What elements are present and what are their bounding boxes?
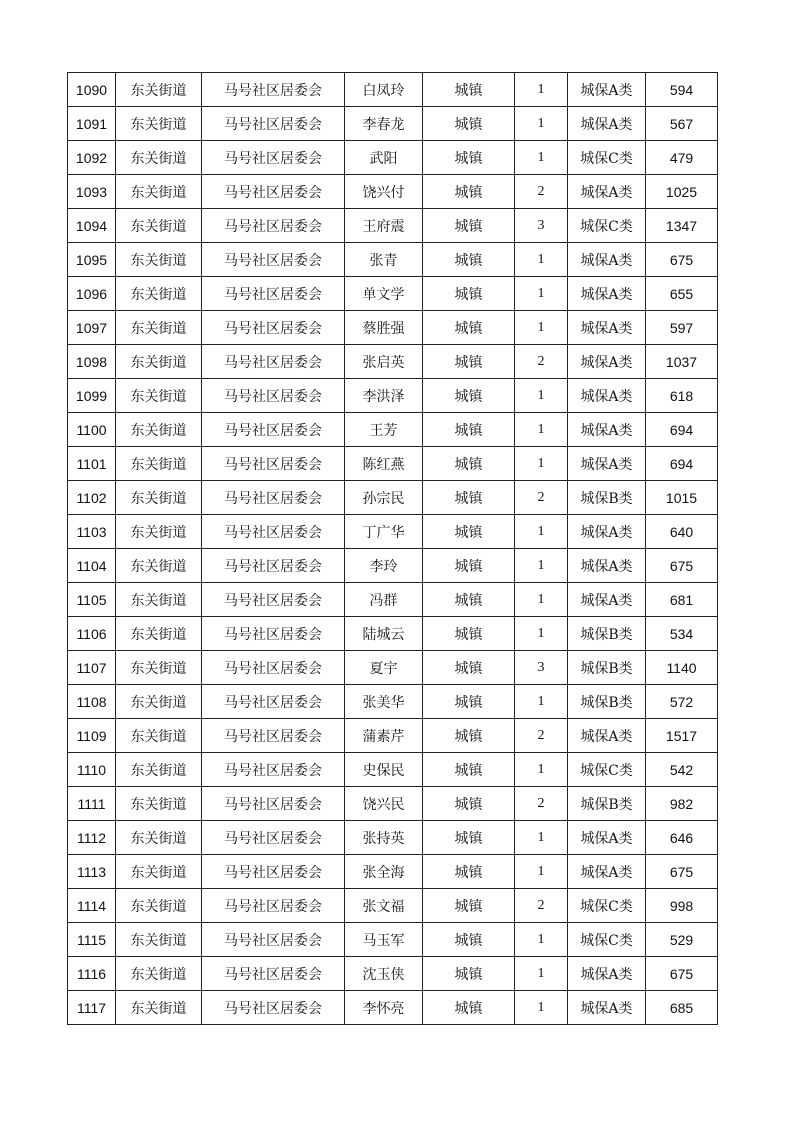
person-name-cell: 丁广华 [345,515,423,549]
assistance-category-cell: 城保A类 [568,855,646,889]
table-row [68,277,718,311]
serial-number-cell: 1112 [68,821,116,855]
assistance-category-cell: 城保B类 [568,787,646,821]
household-size-cell: 2 [515,787,568,821]
assistance-category-cell: 城保C类 [568,141,646,175]
amount-cell: 675 [646,957,718,991]
household-size-cell: 1 [515,311,568,345]
subdistrict-cell: 东关街道 [116,175,202,209]
amount-cell: 1025 [646,175,718,209]
subdistrict-cell: 东关街道 [116,753,202,787]
community-cell: 马号社区居委会 [202,617,345,651]
subdistrict-cell: 东关街道 [116,73,202,107]
subdistrict-cell: 东关街道 [116,277,202,311]
subdistrict-cell: 东关街道 [116,141,202,175]
table-row [68,379,718,413]
amount-cell: 529 [646,923,718,957]
person-name-cell: 张全海 [345,855,423,889]
subdistrict-cell: 东关街道 [116,209,202,243]
serial-number-cell: 1108 [68,685,116,719]
subdistrict-cell: 东关街道 [116,787,202,821]
household-type-cell: 城镇 [423,889,515,923]
table-row [68,753,718,787]
amount-cell: 655 [646,277,718,311]
amount-cell: 694 [646,447,718,481]
assistance-category-cell: 城保C类 [568,923,646,957]
community-cell: 马号社区居委会 [202,583,345,617]
table-row [68,141,718,175]
household-type-cell: 城镇 [423,821,515,855]
serial-number-cell: 1105 [68,583,116,617]
amount-cell: 675 [646,243,718,277]
assistance-category-cell: 城保C类 [568,209,646,243]
person-name-cell: 沈玉侠 [345,957,423,991]
amount-cell: 998 [646,889,718,923]
household-size-cell: 3 [515,209,568,243]
assistance-category-cell: 城保C类 [568,753,646,787]
household-size-cell: 3 [515,651,568,685]
table-row [68,73,718,107]
person-name-cell: 孙宗民 [345,481,423,515]
table-row [68,345,718,379]
community-cell: 马号社区居委会 [202,753,345,787]
serial-number-cell: 1092 [68,141,116,175]
community-cell: 马号社区居委会 [202,107,345,141]
person-name-cell: 冯群 [345,583,423,617]
assistance-category-cell: 城保A类 [568,243,646,277]
household-type-cell: 城镇 [423,277,515,311]
household-size-cell: 1 [515,379,568,413]
assistance-category-cell: 城保A类 [568,549,646,583]
serial-number-cell: 1100 [68,413,116,447]
subdistrict-cell: 东关街道 [116,855,202,889]
table-row [68,413,718,447]
table-row [68,651,718,685]
household-type-cell: 城镇 [423,175,515,209]
assistance-category-cell: 城保A类 [568,311,646,345]
household-size-cell: 1 [515,277,568,311]
assistance-category-cell: 城保B类 [568,617,646,651]
amount-cell: 640 [646,515,718,549]
subdistrict-cell: 东关街道 [116,345,202,379]
person-name-cell: 张持英 [345,821,423,855]
community-cell: 马号社区居委会 [202,413,345,447]
person-name-cell: 史保民 [345,753,423,787]
subdistrict-cell: 东关街道 [116,379,202,413]
community-cell: 马号社区居委会 [202,481,345,515]
household-type-cell: 城镇 [423,787,515,821]
amount-cell: 618 [646,379,718,413]
beneficiary-table [67,72,718,1025]
community-cell: 马号社区居委会 [202,515,345,549]
household-size-cell: 1 [515,549,568,583]
amount-cell: 542 [646,753,718,787]
serial-number-cell: 1116 [68,957,116,991]
subdistrict-cell: 东关街道 [116,923,202,957]
community-cell: 马号社区居委会 [202,889,345,923]
person-name-cell: 李春龙 [345,107,423,141]
amount-cell: 597 [646,311,718,345]
amount-cell: 479 [646,141,718,175]
assistance-category-cell: 城保A类 [568,73,646,107]
household-type-cell: 城镇 [423,413,515,447]
assistance-category-cell: 城保A类 [568,821,646,855]
table-row [68,515,718,549]
serial-number-cell: 1110 [68,753,116,787]
table-row [68,243,718,277]
serial-number-cell: 1111 [68,787,116,821]
serial-number-cell: 1094 [68,209,116,243]
serial-number-cell: 1095 [68,243,116,277]
household-type-cell: 城镇 [423,685,515,719]
table-row [68,583,718,617]
household-size-cell: 1 [515,107,568,141]
table-row [68,617,718,651]
community-cell: 马号社区居委会 [202,957,345,991]
table-row [68,311,718,345]
subdistrict-cell: 东关街道 [116,413,202,447]
table-row [68,481,718,515]
serial-number-cell: 1099 [68,379,116,413]
table-row [68,957,718,991]
community-cell: 马号社区居委会 [202,175,345,209]
table-row [68,991,718,1025]
serial-number-cell: 1109 [68,719,116,753]
subdistrict-cell: 东关街道 [116,583,202,617]
person-name-cell: 张文福 [345,889,423,923]
amount-cell: 681 [646,583,718,617]
table-row [68,175,718,209]
household-type-cell: 城镇 [423,447,515,481]
household-type-cell: 城镇 [423,549,515,583]
household-type-cell: 城镇 [423,141,515,175]
subdistrict-cell: 东关街道 [116,515,202,549]
serial-number-cell: 1093 [68,175,116,209]
assistance-category-cell: 城保A类 [568,583,646,617]
table-row [68,855,718,889]
amount-cell: 534 [646,617,718,651]
person-name-cell: 陆城云 [345,617,423,651]
household-type-cell: 城镇 [423,855,515,889]
person-name-cell: 武阳 [345,141,423,175]
person-name-cell: 张青 [345,243,423,277]
assistance-category-cell: 城保A类 [568,277,646,311]
table-body [68,73,718,1025]
table-row [68,447,718,481]
assistance-category-cell: 城保A类 [568,957,646,991]
household-size-cell: 1 [515,73,568,107]
serial-number-cell: 1117 [68,991,116,1025]
subdistrict-cell: 东关街道 [116,549,202,583]
serial-number-cell: 1101 [68,447,116,481]
household-type-cell: 城镇 [423,311,515,345]
amount-cell: 594 [646,73,718,107]
table-row [68,549,718,583]
household-type-cell: 城镇 [423,379,515,413]
subdistrict-cell: 东关街道 [116,957,202,991]
subdistrict-cell: 东关街道 [116,991,202,1025]
community-cell: 马号社区居委会 [202,549,345,583]
community-cell: 马号社区居委会 [202,787,345,821]
community-cell: 马号社区居委会 [202,447,345,481]
amount-cell: 1015 [646,481,718,515]
household-type-cell: 城镇 [423,209,515,243]
household-size-cell: 1 [515,957,568,991]
household-type-cell: 城镇 [423,651,515,685]
household-size-cell: 1 [515,991,568,1025]
amount-cell: 685 [646,991,718,1025]
household-type-cell: 城镇 [423,923,515,957]
assistance-category-cell: 城保A类 [568,175,646,209]
household-type-cell: 城镇 [423,753,515,787]
household-type-cell: 城镇 [423,719,515,753]
serial-number-cell: 1096 [68,277,116,311]
subdistrict-cell: 东关街道 [116,447,202,481]
household-type-cell: 城镇 [423,107,515,141]
amount-cell: 1347 [646,209,718,243]
household-size-cell: 2 [515,889,568,923]
serial-number-cell: 1115 [68,923,116,957]
person-name-cell: 李洪泽 [345,379,423,413]
community-cell: 马号社区居委会 [202,651,345,685]
household-size-cell: 2 [515,719,568,753]
household-type-cell: 城镇 [423,345,515,379]
person-name-cell: 饶兴民 [345,787,423,821]
serial-number-cell: 1104 [68,549,116,583]
subdistrict-cell: 东关街道 [116,821,202,855]
subdistrict-cell: 东关街道 [116,481,202,515]
community-cell: 马号社区居委会 [202,379,345,413]
table-row [68,107,718,141]
assistance-category-cell: 城保A类 [568,413,646,447]
community-cell: 马号社区居委会 [202,243,345,277]
household-size-cell: 1 [515,753,568,787]
amount-cell: 982 [646,787,718,821]
person-name-cell: 夏宇 [345,651,423,685]
community-cell: 马号社区居委会 [202,311,345,345]
amount-cell: 694 [646,413,718,447]
serial-number-cell: 1090 [68,73,116,107]
household-size-cell: 1 [515,923,568,957]
person-name-cell: 王府震 [345,209,423,243]
person-name-cell: 马玉军 [345,923,423,957]
serial-number-cell: 1102 [68,481,116,515]
table-row [68,889,718,923]
household-size-cell: 1 [515,141,568,175]
amount-cell: 1140 [646,651,718,685]
table-row [68,787,718,821]
assistance-category-cell: 城保A类 [568,719,646,753]
household-type-cell: 城镇 [423,991,515,1025]
amount-cell: 1037 [646,345,718,379]
community-cell: 马号社区居委会 [202,277,345,311]
table-row [68,719,718,753]
community-cell: 马号社区居委会 [202,719,345,753]
serial-number-cell: 1091 [68,107,116,141]
amount-cell: 675 [646,855,718,889]
subdistrict-cell: 东关街道 [116,243,202,277]
household-type-cell: 城镇 [423,515,515,549]
person-name-cell: 陈红燕 [345,447,423,481]
household-type-cell: 城镇 [423,957,515,991]
serial-number-cell: 1107 [68,651,116,685]
assistance-category-cell: 城保A类 [568,345,646,379]
table-row [68,685,718,719]
amount-cell: 1517 [646,719,718,753]
household-size-cell: 1 [515,821,568,855]
household-type-cell: 城镇 [423,481,515,515]
household-size-cell: 1 [515,243,568,277]
person-name-cell: 张启英 [345,345,423,379]
household-type-cell: 城镇 [423,617,515,651]
household-size-cell: 2 [515,481,568,515]
household-size-cell: 1 [515,515,568,549]
assistance-category-cell: 城保B类 [568,685,646,719]
community-cell: 马号社区居委会 [202,821,345,855]
assistance-category-cell: 城保A类 [568,991,646,1025]
assistance-category-cell: 城保C类 [568,889,646,923]
household-type-cell: 城镇 [423,243,515,277]
assistance-category-cell: 城保B类 [568,651,646,685]
subdistrict-cell: 东关街道 [116,651,202,685]
amount-cell: 572 [646,685,718,719]
household-type-cell: 城镇 [423,583,515,617]
household-size-cell: 1 [515,685,568,719]
assistance-category-cell: 城保A类 [568,515,646,549]
table-row [68,821,718,855]
amount-cell: 646 [646,821,718,855]
subdistrict-cell: 东关街道 [116,719,202,753]
community-cell: 马号社区居委会 [202,923,345,957]
person-name-cell: 王芳 [345,413,423,447]
person-name-cell: 李玲 [345,549,423,583]
person-name-cell: 李怀亮 [345,991,423,1025]
community-cell: 马号社区居委会 [202,73,345,107]
person-name-cell: 饶兴付 [345,175,423,209]
person-name-cell: 张美华 [345,685,423,719]
assistance-category-cell: 城保A类 [568,107,646,141]
community-cell: 马号社区居委会 [202,141,345,175]
person-name-cell: 白凤玲 [345,73,423,107]
community-cell: 马号社区居委会 [202,991,345,1025]
household-size-cell: 1 [515,855,568,889]
person-name-cell: 单文学 [345,277,423,311]
amount-cell: 675 [646,549,718,583]
community-cell: 马号社区居委会 [202,855,345,889]
subdistrict-cell: 东关街道 [116,107,202,141]
community-cell: 马号社区居委会 [202,345,345,379]
serial-number-cell: 1113 [68,855,116,889]
serial-number-cell: 1097 [68,311,116,345]
serial-number-cell: 1098 [68,345,116,379]
amount-cell: 567 [646,107,718,141]
household-size-cell: 2 [515,345,568,379]
serial-number-cell: 1103 [68,515,116,549]
subdistrict-cell: 东关街道 [116,311,202,345]
household-type-cell: 城镇 [423,73,515,107]
serial-number-cell: 1106 [68,617,116,651]
household-size-cell: 1 [515,447,568,481]
person-name-cell: 蒲素芹 [345,719,423,753]
person-name-cell: 蔡胜强 [345,311,423,345]
serial-number-cell: 1114 [68,889,116,923]
table-row [68,209,718,243]
community-cell: 马号社区居委会 [202,209,345,243]
subdistrict-cell: 东关街道 [116,685,202,719]
subdistrict-cell: 东关街道 [116,617,202,651]
assistance-category-cell: 城保B类 [568,481,646,515]
household-size-cell: 2 [515,175,568,209]
table-row [68,923,718,957]
household-size-cell: 1 [515,413,568,447]
household-size-cell: 1 [515,583,568,617]
subdistrict-cell: 东关街道 [116,889,202,923]
assistance-category-cell: 城保A类 [568,379,646,413]
community-cell: 马号社区居委会 [202,685,345,719]
assistance-category-cell: 城保A类 [568,447,646,481]
household-size-cell: 1 [515,617,568,651]
